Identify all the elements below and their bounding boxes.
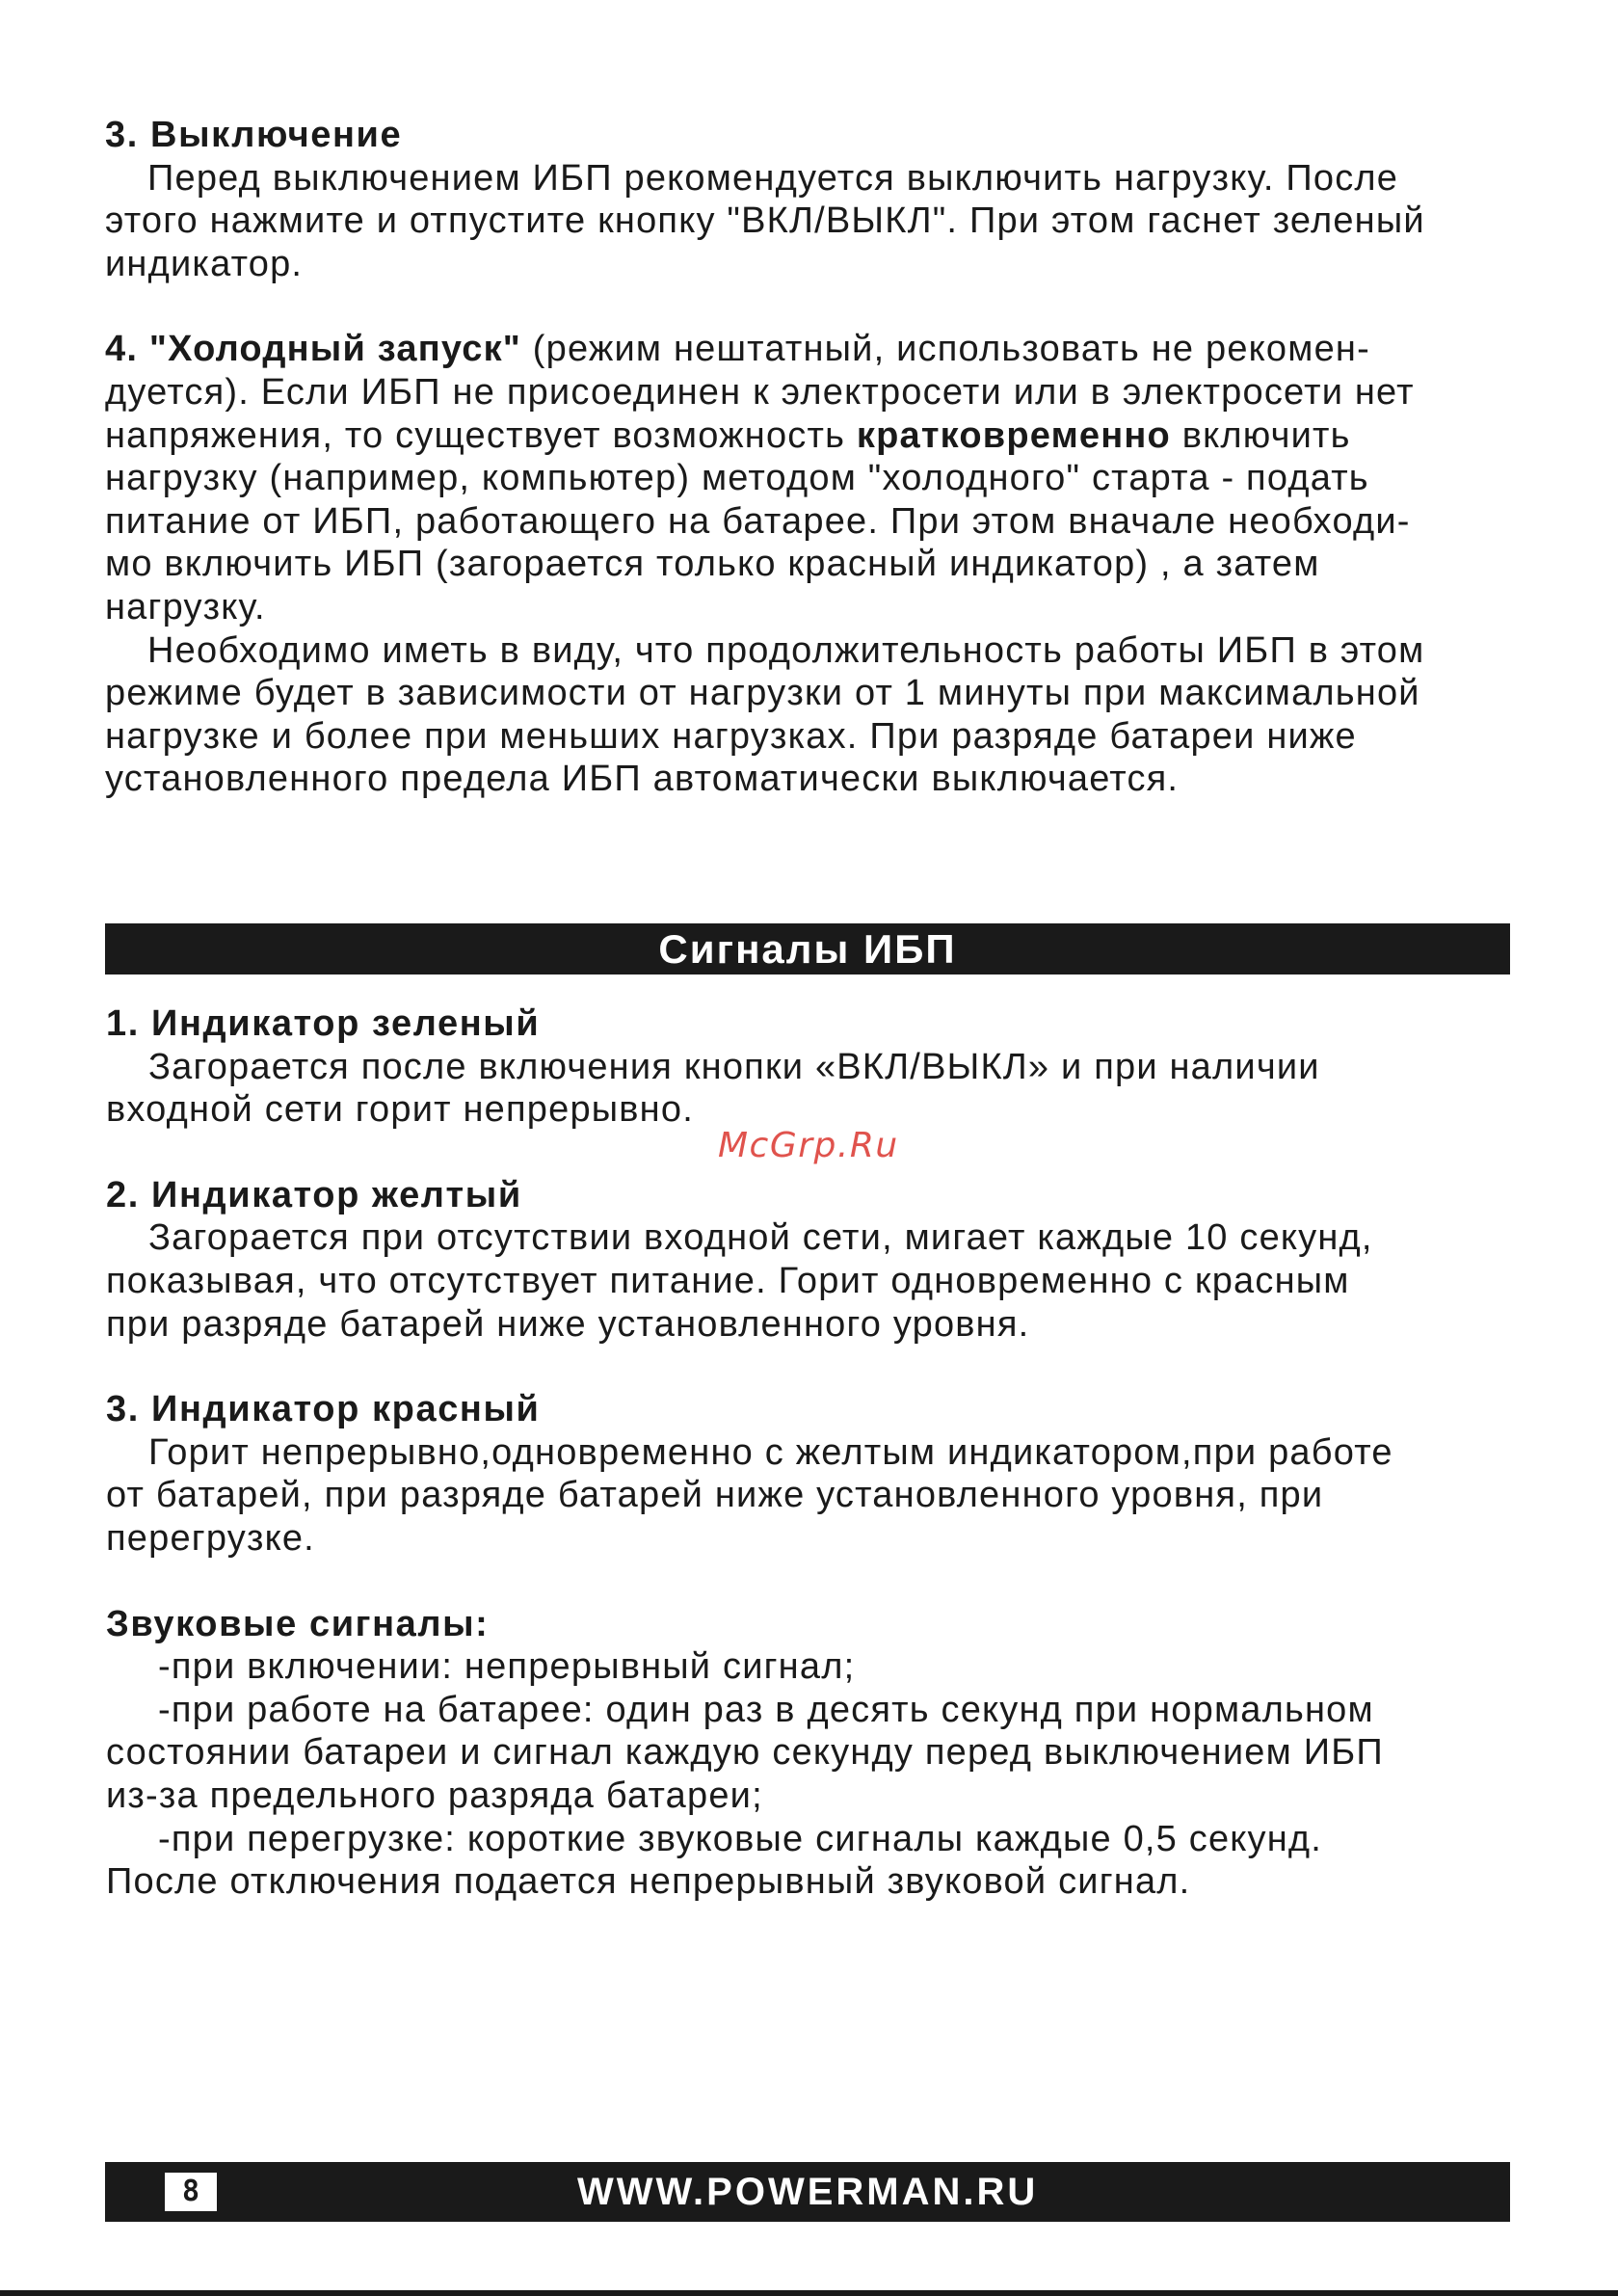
bottom-border [0,2290,1618,2296]
section-cold-body: 4. "Холодный запуск" (режим нештатный, использовать не рекомен- дуется). Если ИБП не присоединен к электросети или в электросети нет напряжения, то существует возможность кратковременно включить нагрузку (например, компьютер) методом "холодного" старта - подать питание от ИБП, работающего на батарее. При этом вначале необходи- мо включить ИБП (загорается только красный индикатор) , а затем нагрузку. Необходимо иметь в виду, что продолжительность работы ИБП в этом режиме будет в зависимости от нагрузки от 1 минуты при максимальной нагрузке и более при меньших нагрузках. При разряде батареи ниже установленного предела ИБП автоматически выключается. [105,329,1425,800]
footer-bar [105,2162,1510,2222]
red-indicator-title: 3. Индикатор красный [106,1389,541,1430]
red-indicator-body: Горит непрерывно,одновременно с желтым индикатором,при работе от батарей, при разряде батарей ниже установленного уровня, при перегрузке. [106,1431,1393,1559]
sound-signals-title: Звуковые сигналы: [106,1603,490,1644]
green-indicator-title: 1. Индикатор зеленый [106,1003,541,1044]
sound-signals-body: -при включении: непрерывный сигнал; -при работе на батарее: один раз в десять секунд при нормальном состоянии батареи и сигнал каждую секунду перед выключением ИБП из-за предельного разряда батареи; -при перегрузке: короткие звуковые сигналы каждые 0,5 секунд. После отключения подается непрерывный звуковой сигнал. [106,1646,1384,1903]
section-off-body: Перед выключением ИБП рекомендуется выключить нагрузку. После этого нажмите и отпустите кнопку "ВКЛ/ВЫКЛ". При этом гаснет зеленый индикатор. [105,157,1425,284]
section-cold-title: 4. "Холодный запуск" [105,329,521,370]
upper-content [105,114,1512,801]
watermark: McGrp.Ru [718,1126,899,1165]
section-banner: Сигналы ИБП [105,923,1510,974]
website-link[interactable]: WWW.POWERMAN.RU [577,2171,1039,2213]
green-indicator-body: Загорается после включения кнопки «ВКЛ/ВЫКЛ» и при наличии входной сети горит непрерывно. [106,1046,1320,1131]
section-off-title: 3. Выключение [105,115,403,155]
page-number: 8 [165,2173,217,2211]
yellow-indicator-body: Загорается при отсутствии входной сети, мигает каждые 10 секунд, показывая, что отсутствует питание. Горит одновременно с красным при разряде батарей ниже установленного уровня. [106,1217,1373,1345]
yellow-indicator-title: 2. Индикатор желтый [106,1174,522,1215]
